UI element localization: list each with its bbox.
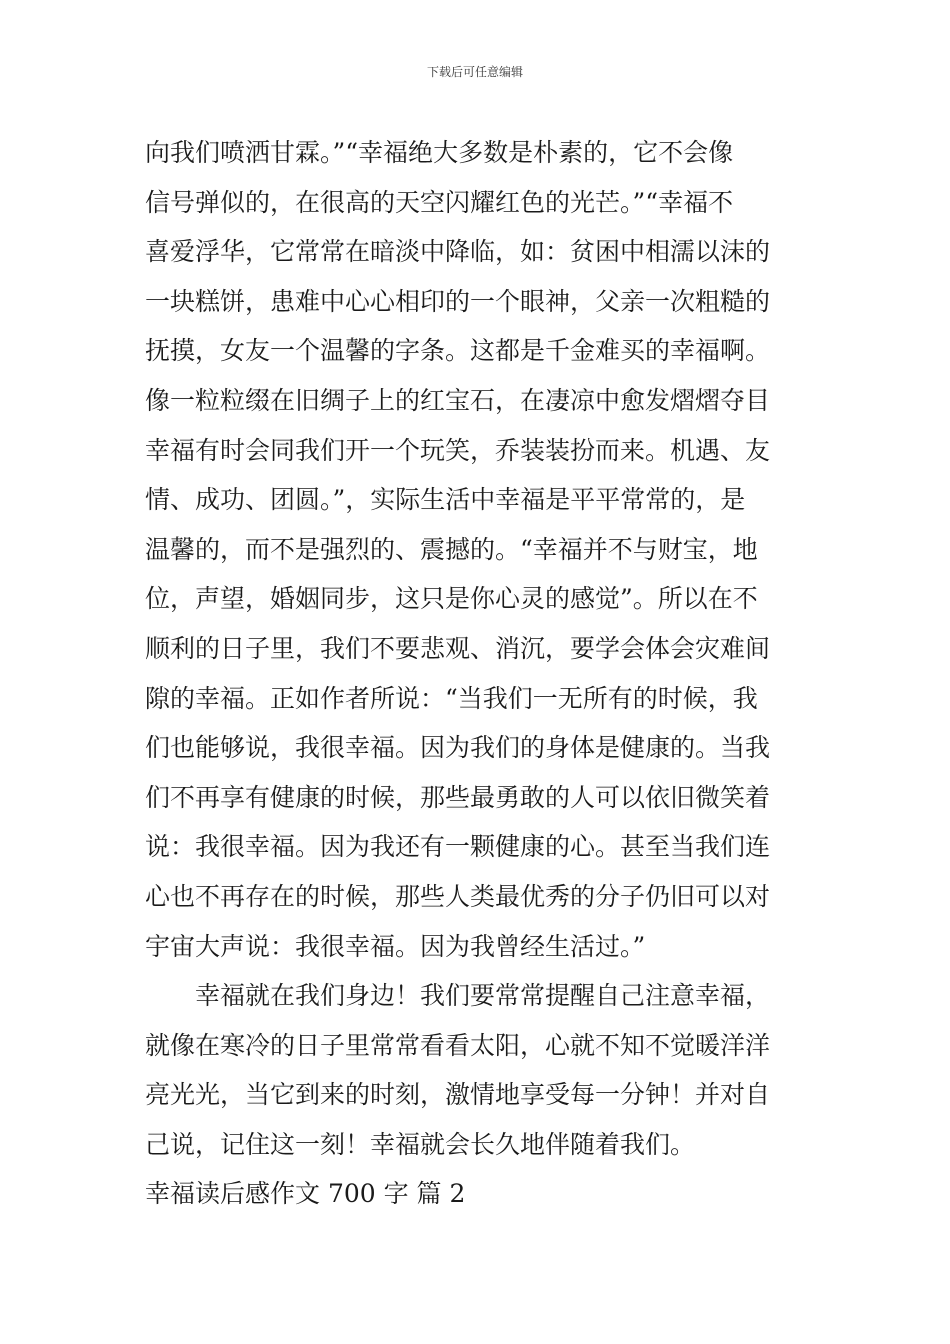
text-line: 顺利的日子里，我们不要悲观、消沉，要学会体会灾难间 xyxy=(145,633,771,663)
text-line: 们不再享有健康的时候，那些最勇敢的人可以依旧微笑着 xyxy=(145,782,771,812)
text-line: 就像在寒冷的日子里常常看看太阳，心就不知不觉暖洋洋 xyxy=(145,1030,771,1060)
text-line: 亮光光，当它到来的时刻，激情地享受每一分钟！并对自 xyxy=(145,1080,771,1110)
text-line: 像一粒粒缀在旧绸子上的红宝石，在凄凉中愈发熠熠夺目 xyxy=(145,385,771,415)
text-line: 隙的幸福。正如作者所说：“当我们一无所有的时候，我 xyxy=(145,683,758,713)
page-header: 下载后可任意编辑 xyxy=(426,65,523,79)
text-line: 位，声望，婚姻同步，这只是你心灵的感觉”。所以在不 xyxy=(145,584,758,614)
text-line: 说：我很幸福。因为我还有一颗健康的心。甚至当我们连 xyxy=(145,832,771,862)
text-line: 幸福就在我们身边！我们要常常提醒自己注意幸福， xyxy=(195,981,771,1011)
text-line: 幸福有时会同我们开一个玩笑，乔装装扮而来。机遇、友 xyxy=(145,435,771,465)
text-line: 宇宙大声说：我很幸福。因为我曾经生活过。” xyxy=(145,931,646,961)
text-line: 己说，记住这一刻！幸福就会长久地伴随着我们。 xyxy=(145,1129,696,1159)
document-body xyxy=(145,128,810,1219)
text-line: 温馨的，而不是强烈的、震撼的。“幸福并不与财宝，地 xyxy=(145,534,758,564)
section-heading: 幸福读后感作文 700 字 篇 2 xyxy=(145,1179,466,1209)
text-line: 抚摸，女友一个温馨的字条。这都是千金难买的幸福啊。 xyxy=(145,336,771,366)
text-line: 情、成功、团圆。”，实际生活中幸福是平平常常的，是 xyxy=(145,485,746,515)
text-line: 向我们喷洒甘霖。”“幸福绝大多数是朴素的，它不会像 xyxy=(145,138,734,167)
text-line: 一块糕饼，患难中心心相印的一个眼神，父亲一次粗糙的 xyxy=(145,286,771,316)
text-line: 信号弹似的，在很高的天空闪耀红色的光芒。”“幸福不 xyxy=(145,187,734,217)
text-line: 心也不再存在的时候，那些人类最优秀的分子仍旧可以对 xyxy=(145,881,771,911)
text-line: 喜爱浮华，它常常在暗淡中降临，如：贫困中相濡以沫的 xyxy=(145,237,771,267)
text-line: 们也能够说，我很幸福。因为我们的身体是健康的。当我 xyxy=(145,733,771,763)
